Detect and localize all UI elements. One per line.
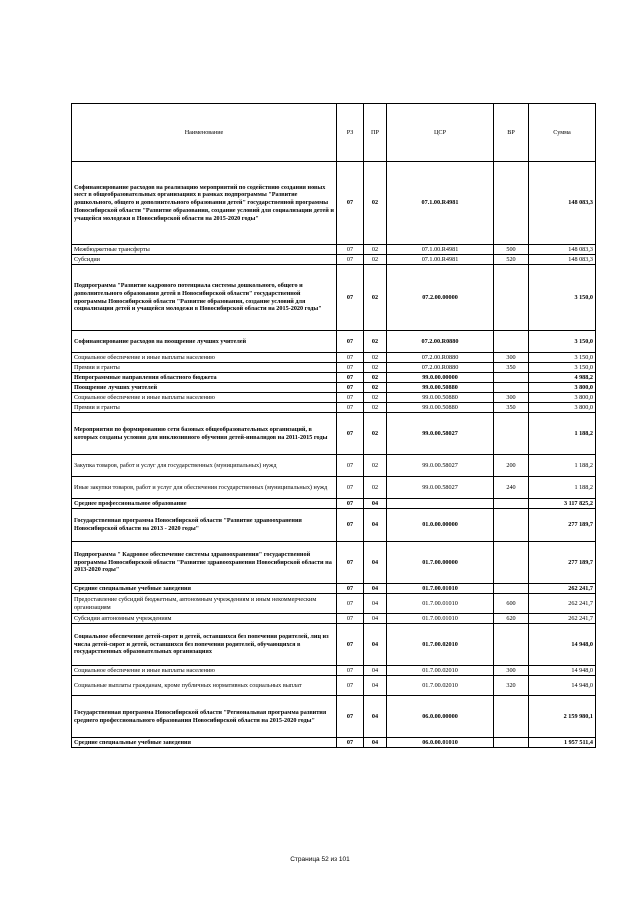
- cell-name: Премии и гранты: [72, 363, 337, 373]
- header-vr: ВР: [494, 104, 529, 162]
- cell-pr: 02: [364, 373, 387, 383]
- cell-sum: 4 988,2: [529, 373, 596, 383]
- table-row: [72, 162, 596, 245]
- cell-csr: 07.1.00.R4981: [387, 162, 494, 245]
- cell-rz: 07: [337, 373, 364, 383]
- table-row: [72, 331, 596, 353]
- cell-rz: 07: [337, 162, 364, 245]
- cell-rz: 07: [337, 624, 364, 666]
- cell-csr: 07.2.00.R0880: [387, 363, 494, 373]
- cell-pr: 02: [364, 477, 387, 499]
- cell-pr: 04: [364, 499, 387, 509]
- cell-pr: 02: [364, 383, 387, 393]
- cell-sum: 148 083,3: [529, 255, 596, 265]
- table-row: [72, 584, 596, 594]
- cell-vr: 300: [494, 353, 529, 363]
- cell-sum: 262 241,7: [529, 584, 596, 594]
- cell-pr: 04: [364, 594, 387, 614]
- cell-vr: [494, 584, 529, 594]
- cell-pr: 04: [364, 666, 387, 676]
- cell-rz: 07: [337, 594, 364, 614]
- header-pr: ПР: [364, 104, 387, 162]
- cell-csr: 99.0.00.50880: [387, 403, 494, 413]
- cell-rz: 07: [337, 499, 364, 509]
- cell-name: Предоставление субсидий бюджетным, автономным учреждениям и иным некоммерческим организациям: [72, 594, 337, 614]
- page-number: Страница 52 из 101: [290, 856, 350, 863]
- cell-vr: [494, 509, 529, 542]
- header-rz: РЗ: [337, 104, 364, 162]
- cell-sum: 148 083,3: [529, 245, 596, 255]
- cell-name: Социальное обеспечение и иные выплаты населению: [72, 353, 337, 363]
- header-csr: ЦСР: [387, 104, 494, 162]
- cell-rz: 07: [337, 413, 364, 455]
- cell-vr: [494, 738, 529, 748]
- cell-vr: 520: [494, 255, 529, 265]
- cell-name: Софинансирование расходов на реализацию мероприятий по содействию создания новых мест в общеобразовательных организациях в рамках подпрограммы "Развитие дошкольного, общего и дополнительного образования детей" государственной программы Новосибирской области "Развитие образования, создание условий для социализации детей и учащейся молодежи в Новосибирской области на 2015-2020 годы": [72, 162, 337, 245]
- cell-vr: 500: [494, 245, 529, 255]
- cell-csr: 01.7.00.02010: [387, 676, 494, 696]
- cell-name: Субсидии: [72, 255, 337, 265]
- cell-vr: 240: [494, 477, 529, 499]
- table-row: [72, 738, 596, 748]
- cell-name: Премии и гранты: [72, 403, 337, 413]
- cell-rz: 07: [337, 455, 364, 477]
- cell-csr: 07.2.00.R0880: [387, 331, 494, 353]
- cell-csr: 01.7.00.01010: [387, 614, 494, 624]
- cell-vr: [494, 331, 529, 353]
- cell-name: Непрограммные направления областного бюджета: [72, 373, 337, 383]
- cell-vr: 200: [494, 455, 529, 477]
- cell-rz: 07: [337, 696, 364, 738]
- table-header-row: [72, 104, 596, 162]
- cell-vr: [494, 696, 529, 738]
- cell-vr: 350: [494, 363, 529, 373]
- cell-name: Государственная программа Новосибирской области "Развитие здравоохранения Новосибирской области на 2013 - 2020 годы": [72, 509, 337, 542]
- table-row: [72, 676, 596, 696]
- cell-name: Социальное обеспечение детей-сирот и детей, оставшихся без попечения родителей, лиц из числа детей-сирот и детей, оставшихся без попечения родителей, обучающихся в государственных образовательных организациях: [72, 624, 337, 666]
- header-name: Наименование: [72, 104, 337, 162]
- cell-vr: [494, 542, 529, 584]
- cell-rz: 07: [337, 614, 364, 624]
- cell-sum: 3 117 825,2: [529, 499, 596, 509]
- cell-vr: [494, 383, 529, 393]
- cell-pr: 02: [364, 255, 387, 265]
- cell-name: Субсидии автономным учреждениям: [72, 614, 337, 624]
- cell-sum: 3 150,0: [529, 363, 596, 373]
- cell-csr: 99.0.00.58027: [387, 477, 494, 499]
- cell-csr: 99.0.00.50880: [387, 383, 494, 393]
- table-row: [72, 477, 596, 499]
- table-row: [72, 383, 596, 393]
- cell-name: Мероприятия по формированию сети базовых общеобразовательных организаций, в которых созданы условия для инклюзивного обучения детей-инвалидов на 2011-2015 годы: [72, 413, 337, 455]
- cell-csr: 01.7.00.01010: [387, 584, 494, 594]
- cell-sum: 148 083,3: [529, 162, 596, 245]
- cell-csr: 01.7.00.02010: [387, 666, 494, 676]
- cell-rz: 07: [337, 403, 364, 413]
- cell-csr: 01.7.00.02010: [387, 624, 494, 666]
- cell-csr: 99.0.00.00000: [387, 373, 494, 383]
- cell-vr: 300: [494, 393, 529, 403]
- table-row: [72, 696, 596, 738]
- cell-vr: [494, 624, 529, 666]
- cell-pr: 04: [364, 542, 387, 584]
- cell-sum: 3 800,0: [529, 393, 596, 403]
- cell-rz: 07: [337, 666, 364, 676]
- cell-sum: 3 800,0: [529, 383, 596, 393]
- cell-vr: 320: [494, 676, 529, 696]
- cell-rz: 07: [337, 393, 364, 403]
- cell-name: Закупка товаров, работ и услуг для государственных (муниципальных) нужд: [72, 455, 337, 477]
- cell-pr: 02: [364, 393, 387, 403]
- table-row: [72, 265, 596, 331]
- cell-csr: 01.0.00.00000: [387, 509, 494, 542]
- cell-csr: 07.1.00.R4981: [387, 245, 494, 255]
- cell-sum: 1 188,2: [529, 477, 596, 499]
- budget-table: [71, 103, 596, 748]
- cell-rz: 07: [337, 383, 364, 393]
- cell-pr: 02: [364, 265, 387, 331]
- cell-pr: 04: [364, 696, 387, 738]
- cell-pr: 04: [364, 509, 387, 542]
- cell-csr: 07.2.00.R0880: [387, 353, 494, 363]
- cell-name: Софинансирование расходов на поощрение лучших учителей: [72, 331, 337, 353]
- cell-csr: 06.0.00.01010: [387, 738, 494, 748]
- table-row: [72, 393, 596, 403]
- cell-name: Средние специальные учебные заведения: [72, 584, 337, 594]
- cell-pr: 02: [364, 353, 387, 363]
- cell-name: Государственная программа Новосибирской области "Региональная программа развития среднего профессионального образования Новосибирской области на 2015-2020 годы": [72, 696, 337, 738]
- table-row: [72, 353, 596, 363]
- cell-sum: 3 150,0: [529, 331, 596, 353]
- cell-csr: 99.0.00.58027: [387, 413, 494, 455]
- cell-pr: 04: [364, 738, 387, 748]
- cell-csr: 01.7.00.01010: [387, 594, 494, 614]
- cell-pr: 04: [364, 614, 387, 624]
- cell-sum: 2 159 980,1: [529, 696, 596, 738]
- cell-name: Иные закупки товаров, работ и услуг для обеспечения государственных (муниципальных) нужд: [72, 477, 337, 499]
- cell-sum: 1 957 511,4: [529, 738, 596, 748]
- cell-csr: 99.0.00.58027: [387, 455, 494, 477]
- cell-rz: 07: [337, 245, 364, 255]
- table-row: [72, 403, 596, 413]
- table-row: [72, 255, 596, 265]
- cell-rz: 07: [337, 265, 364, 331]
- cell-pr: 02: [364, 455, 387, 477]
- cell-csr: 06.0.00.00000: [387, 696, 494, 738]
- table-row: [72, 666, 596, 676]
- table-row: [72, 509, 596, 542]
- cell-name: Среднее профессиональное образование: [72, 499, 337, 509]
- cell-pr: 02: [364, 403, 387, 413]
- cell-sum: 277 189,7: [529, 509, 596, 542]
- table-row: [72, 542, 596, 584]
- cell-sum: 14 948,0: [529, 676, 596, 696]
- cell-rz: 07: [337, 676, 364, 696]
- cell-csr: 01.7.00.00000: [387, 542, 494, 584]
- cell-rz: 07: [337, 477, 364, 499]
- table-row: [72, 455, 596, 477]
- table-row: [72, 499, 596, 509]
- table-row: [72, 245, 596, 255]
- cell-vr: [494, 265, 529, 331]
- cell-csr: 07.1.00.R4981: [387, 255, 494, 265]
- cell-vr: [494, 413, 529, 455]
- table-row: [72, 614, 596, 624]
- cell-vr: [494, 373, 529, 383]
- cell-vr: 620: [494, 614, 529, 624]
- cell-sum: 3 150,0: [529, 353, 596, 363]
- cell-vr: [494, 162, 529, 245]
- cell-rz: 07: [337, 353, 364, 363]
- cell-pr: 04: [364, 624, 387, 666]
- cell-rz: 07: [337, 542, 364, 584]
- cell-sum: 262 241,7: [529, 594, 596, 614]
- cell-pr: 04: [364, 584, 387, 594]
- cell-rz: 07: [337, 509, 364, 542]
- cell-csr: [387, 499, 494, 509]
- cell-sum: 1 188,2: [529, 413, 596, 455]
- cell-name: Подпрограмма " Кадровое обеспечение системы здравоохранения" государственной программы Новосибирской области "Развитие здравоохранения Новосибирской области на 2013-2020 годы": [72, 542, 337, 584]
- cell-rz: 07: [337, 255, 364, 265]
- cell-vr: [494, 499, 529, 509]
- cell-rz: 07: [337, 331, 364, 353]
- cell-name: Средние специальные учебные заведения: [72, 738, 337, 748]
- cell-sum: 262 241,7: [529, 614, 596, 624]
- cell-pr: 02: [364, 331, 387, 353]
- table-row: [72, 624, 596, 666]
- cell-sum: 14 948,0: [529, 624, 596, 666]
- cell-name: Социальное обеспечение и иные выплаты населению: [72, 393, 337, 403]
- table-row: [72, 413, 596, 455]
- cell-pr: 02: [364, 413, 387, 455]
- cell-vr: 300: [494, 666, 529, 676]
- cell-pr: 02: [364, 245, 387, 255]
- cell-pr: 02: [364, 162, 387, 245]
- cell-pr: 02: [364, 363, 387, 373]
- cell-sum: 277 189,7: [529, 542, 596, 584]
- table-row: [72, 594, 596, 614]
- cell-vr: 350: [494, 403, 529, 413]
- cell-name: Межбюджетные трансферты: [72, 245, 337, 255]
- cell-sum: 1 188,2: [529, 455, 596, 477]
- cell-rz: 07: [337, 363, 364, 373]
- header-sum: Сумма: [529, 104, 596, 162]
- cell-csr: 99.0.00.50880: [387, 393, 494, 403]
- cell-name: Подпрограмма "Развитие кадрового потенциала системы дошкольного, общего и дополнительного образования детей в Новосибирской области" государственной программы Новосибирской области "Развитие образования, создание условий для социализации детей и учащейся молодежи в Новосибирской области на 2015-2020 годы": [72, 265, 337, 331]
- cell-csr: 07.2.00.00000: [387, 265, 494, 331]
- cell-sum: 3 150,0: [529, 265, 596, 331]
- cell-pr: 04: [364, 676, 387, 696]
- cell-rz: 07: [337, 584, 364, 594]
- cell-sum: 3 800,0: [529, 403, 596, 413]
- cell-vr: 600: [494, 594, 529, 614]
- cell-rz: 07: [337, 738, 364, 748]
- cell-name: Поощрение лучших учителей: [72, 383, 337, 393]
- cell-name: Социальное обеспечение и иные выплаты населению: [72, 666, 337, 676]
- table-row: [72, 363, 596, 373]
- cell-name: Социальные выплаты гражданам, кроме публичных нормативных социальных выплат: [72, 676, 337, 696]
- table-row: [72, 373, 596, 383]
- cell-sum: 14 948,0: [529, 666, 596, 676]
